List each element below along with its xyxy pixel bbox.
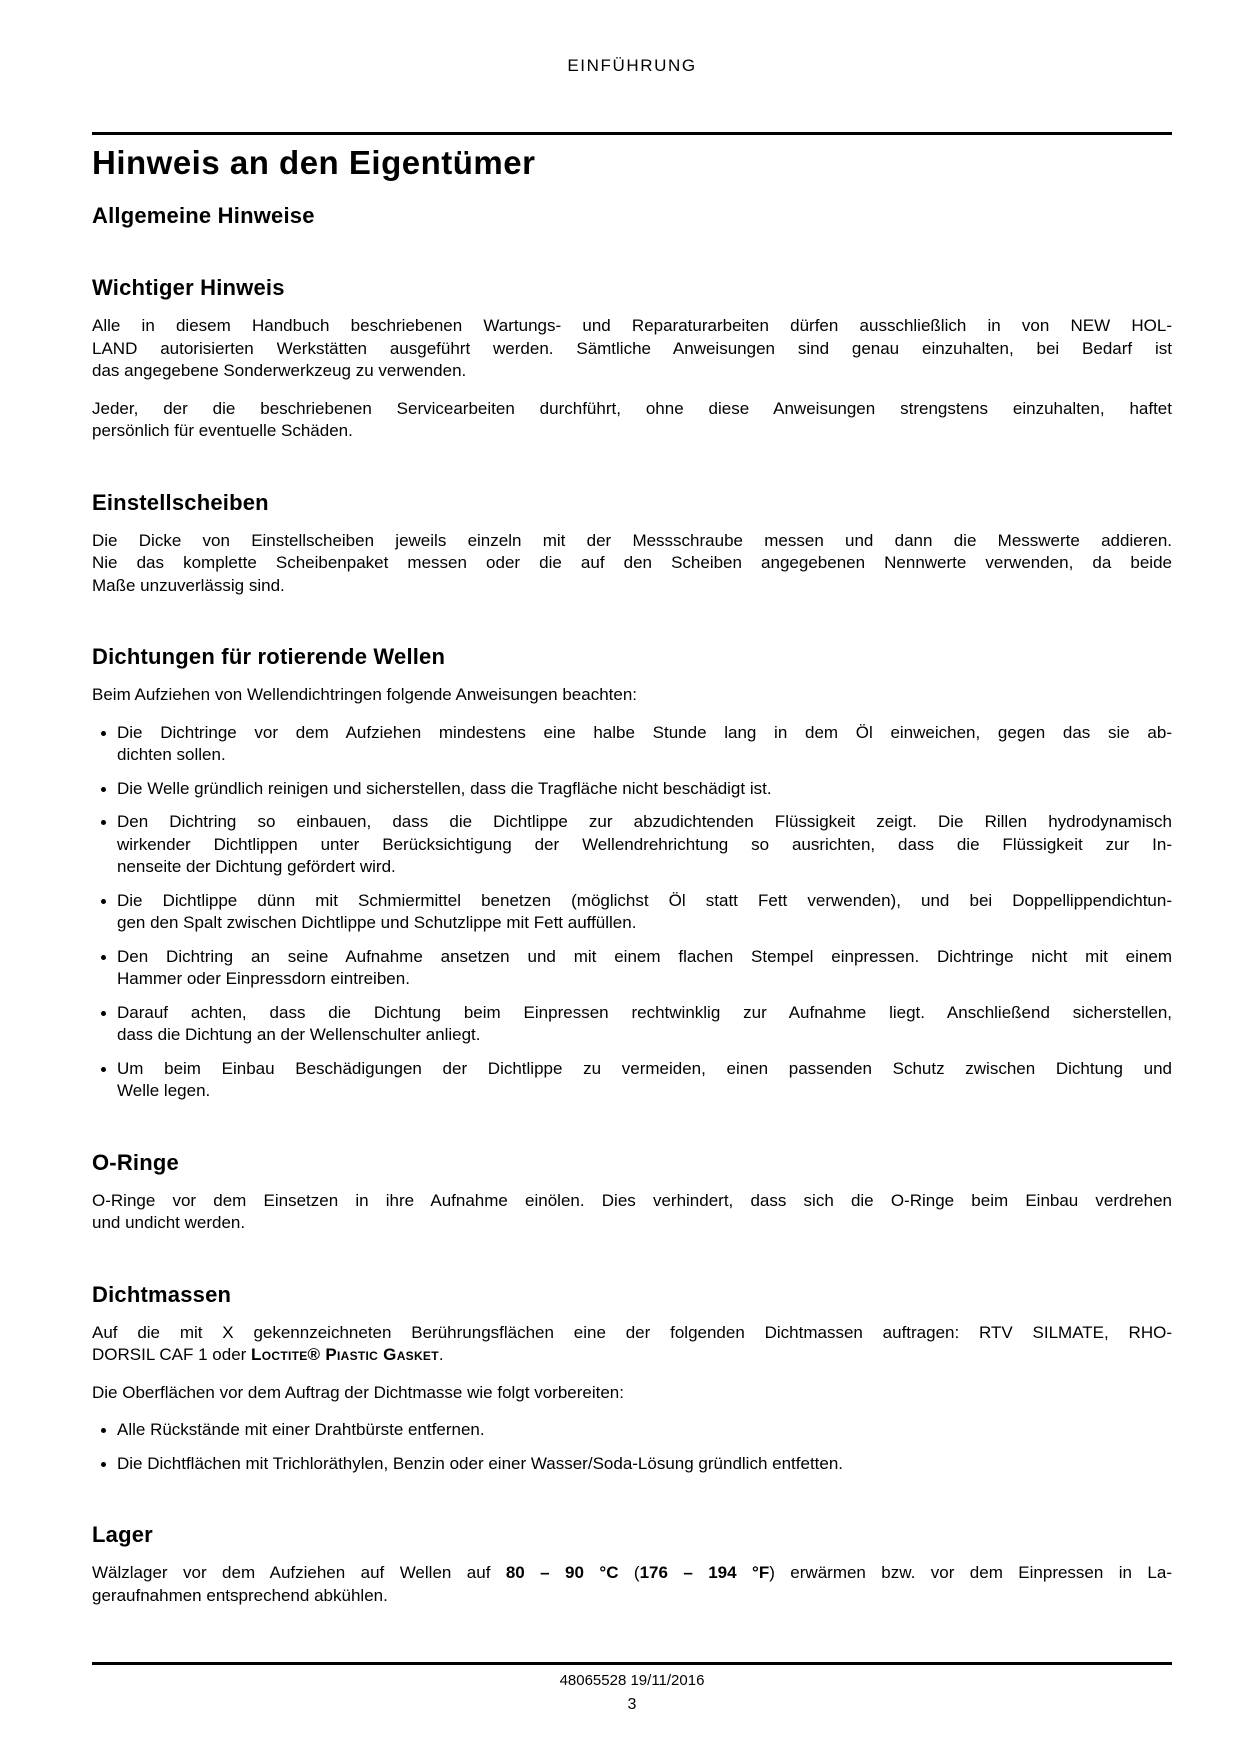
text-line — [92, 315, 1172, 338]
text-line — [92, 420, 1172, 443]
list-item — [92, 1002, 1172, 1047]
page-number: 3 — [627, 1696, 637, 1713]
text-segment: O-Ringe vor dem Einsetzen in ihre Aufnahme einölen. Dies verhindert, dass sich die O-Ringe beim Einbau verdrehen — [92, 1190, 1172, 1210]
text-segment: geraufnahmen entsprechend abkühlen. — [92, 1585, 388, 1605]
text-segment: Welle legen. — [117, 1081, 211, 1100]
text-line — [117, 1419, 1172, 1442]
text-segment: Um beim Einbau Beschädigungen der Dichtlippe zu vermeiden, einen passenden Schutz zwischen Dichtung und — [117, 1058, 1172, 1078]
bullet-list — [92, 1419, 1172, 1475]
emphasized-text: Loctite® Piastic Gasket — [251, 1345, 439, 1364]
list-item-text — [117, 890, 1172, 935]
bullet-icon — [101, 955, 106, 960]
text-line — [117, 1024, 1172, 1047]
list-item — [92, 778, 1172, 801]
text-line — [117, 912, 1172, 935]
bullet-icon — [101, 1462, 106, 1467]
text-line — [92, 684, 1172, 707]
text-line — [117, 1080, 1172, 1103]
paragraph — [92, 684, 1172, 707]
list-item-text — [117, 1058, 1172, 1103]
text-segment: das angegebene Sonderwerkzeug zu verwenden. — [92, 361, 467, 380]
paragraph — [92, 315, 1172, 383]
text-line — [92, 1322, 1172, 1345]
text-segment: ) erwärmen bzw. vor dem Einpressen in La- — [769, 1563, 1172, 1582]
text-segment: Alle in diesem Handbuch beschriebenen Wartungs- und Reparaturarbeiten dürfen ausschließlich in von NEW HOL- — [92, 316, 1172, 335]
paragraph — [92, 1562, 1172, 1607]
paragraph — [92, 1322, 1172, 1367]
list-item-text — [117, 1453, 1172, 1476]
paragraph — [92, 530, 1172, 598]
section-heading-o-ringe: O-Ringe — [92, 1149, 179, 1175]
text-segment: Die Dichtlippe dünn mit Schmiermittel benetzen (möglichst Öl statt Fett verwenden), und bei Doppellippendichtun- — [117, 890, 1172, 910]
header-divider — [92, 132, 1172, 135]
list-item-text — [117, 1419, 1172, 1442]
text-segment: Jeder, der die beschriebenen Servicearbeiten durchführt, ohne diese Anweisungen strengstens einzuhalten, haftet — [92, 398, 1172, 418]
text-line — [92, 1585, 1172, 1608]
list-item-text — [117, 1002, 1172, 1047]
section-heading-allgemeine-hinweise: Allgemeine Hinweise — [92, 203, 315, 228]
emphasized-text: 176 – 194 °F — [639, 1563, 770, 1582]
bullet-icon — [101, 1067, 106, 1072]
text-segment: dichten sollen. — [117, 745, 226, 764]
text-segment: DORSIL CAF 1 oder — [92, 1345, 252, 1364]
text-segment: Alle Rückstände mit einer Drahtbürste entfernen. — [117, 1420, 485, 1439]
paragraph — [92, 1382, 1172, 1405]
text-line — [92, 338, 1172, 361]
text-line — [117, 890, 1172, 913]
text-segment: Nie das komplette Scheibenpaket messen oder die auf den Scheiben angegebenen Nennwerte verwenden, da beide — [92, 553, 1172, 572]
text-segment: Maße unzuverlässig sind. — [92, 575, 285, 595]
list-item-text — [117, 946, 1172, 991]
text-line — [117, 811, 1172, 834]
bullet-list — [92, 722, 1172, 1103]
list-item-text — [117, 722, 1172, 767]
text-segment: und undicht werden. — [92, 1213, 246, 1232]
text-line — [92, 1562, 1172, 1585]
text-segment: Die Dicke von Einstellscheiben jeweils einzeln mit der Messschraube messen und dann die Messwerte addieren. — [92, 530, 1172, 550]
paragraph — [92, 1190, 1172, 1235]
text-line — [117, 946, 1172, 969]
bullet-icon — [101, 787, 106, 792]
text-line — [92, 1212, 1172, 1235]
list-item — [92, 811, 1172, 879]
text-line — [92, 1344, 1172, 1367]
text-line — [92, 398, 1172, 421]
text-line — [117, 968, 1172, 991]
text-segment: Den Dichtring so einbauen, dass die Dichtlippe zur abzudichtenden Flüssigkeit zeigt. Die Rillen hydrodynamisch — [117, 812, 1172, 831]
list-item — [92, 1419, 1172, 1442]
text-segment: ( — [618, 1563, 640, 1582]
text-segment: Auf die mit X gekennzeichneten Berührungsflächen eine der folgenden Dichtmassen auftragen: RTV SILMATE, RHO- — [92, 1322, 1172, 1342]
section-heading-einstellscheiben: Einstellscheiben — [92, 489, 269, 515]
text-line — [117, 1002, 1172, 1025]
text-line — [117, 856, 1172, 879]
text-segment: Die Oberflächen vor dem Auftrag der Dichtmasse wie folgt vorbereiten: — [92, 1382, 624, 1402]
text-segment: Darauf achten, dass die Dichtung beim Einpressen rechtwinklig zur Aufnahme liegt. Anschließend sicherstellen, — [117, 1002, 1172, 1022]
text-segment: Die Dichtringe vor dem Aufziehen mindestens eine halbe Stunde lang in dem Öl einweichen, gegen das sie ab- — [117, 722, 1172, 742]
document-reference: 48065528 19/11/2016 — [559, 1672, 705, 1689]
list-item — [92, 890, 1172, 935]
text-segment: Die Welle gründlich reinigen und sicherstellen, dass die Tragfläche nicht beschädigt ist. — [117, 778, 772, 798]
text-line — [92, 360, 1172, 383]
text-segment: gen den Spalt zwischen Dichtlippe und Schutzlippe mit Fett auffüllen. — [117, 913, 637, 932]
emphasized-text: 80 – 90 °C — [505, 1563, 619, 1582]
section-heading-wichtiger-hinweis: Wichtiger Hinweis — [92, 275, 285, 300]
text-segment: LAND autorisierten Werkstätten ausgeführt werden. Sämtliche Anweisungen sind genau einzuhalten, bei Bedarf ist — [92, 338, 1172, 358]
list-item — [92, 1453, 1172, 1476]
bullet-icon — [101, 1428, 106, 1433]
text-line — [92, 575, 1172, 598]
text-segment: nenseite der Dichtung gefördert wird. — [117, 857, 396, 876]
text-line — [117, 744, 1172, 767]
text-line — [92, 552, 1172, 575]
text-line — [92, 530, 1172, 553]
page-footer — [92, 1662, 1172, 1714]
text-segment: dass die Dichtung an der Wellenschulter anliegt. — [117, 1025, 481, 1044]
bullet-icon — [101, 899, 106, 904]
text-segment: Beim Aufziehen von Wellendichtringen folgende Anweisungen beachten: — [92, 685, 638, 704]
text-segment: Hammer oder Einpressdorn eintreiben. — [117, 969, 410, 988]
text-line — [117, 778, 1172, 801]
list-item — [92, 1058, 1172, 1103]
running-header: EINFÜHRUNG — [567, 56, 697, 75]
text-line — [117, 1058, 1172, 1081]
text-line — [92, 1382, 1172, 1405]
text-segment: . — [438, 1345, 444, 1364]
list-item-text — [117, 778, 1172, 801]
section-heading-dichtmassen: Dichtmassen — [92, 1281, 232, 1307]
bullet-icon — [101, 820, 106, 825]
section-heading-dichtungen: Dichtungen für rotierende Wellen — [92, 644, 446, 669]
text-line — [92, 1190, 1172, 1213]
page-title: Hinweis an den Eigentümer — [92, 144, 536, 181]
section-heading-lager: Lager — [92, 1522, 153, 1547]
list-item — [92, 946, 1172, 991]
list-item-text — [117, 811, 1172, 879]
bullet-icon — [101, 1011, 106, 1016]
text-segment: Die Dichtflächen mit Trichloräthylen, Benzin oder einer Wasser/Soda-Lösung gründlich entfetten. — [117, 1453, 844, 1473]
text-segment: Den Dichtring an seine Aufnahme ansetzen und mit einem flachen Stempel einpressen. Dichtringe nicht mit einem — [117, 946, 1172, 966]
text-segment: persönlich für eventuelle Schäden. — [92, 421, 353, 440]
bullet-icon — [101, 731, 106, 736]
list-item — [92, 722, 1172, 767]
paragraph — [92, 398, 1172, 443]
text-line — [117, 1453, 1172, 1476]
footer-divider — [92, 1662, 1172, 1665]
text-line — [117, 722, 1172, 745]
text-segment: wirkender Dichtlippen unter Berücksichtigung der Wellendrehrichtung so ausrichten, dass die Flüssigkeit zur In- — [117, 834, 1172, 854]
text-line — [117, 834, 1172, 857]
text-segment: Wälzlager vor dem Aufziehen auf Wellen auf — [92, 1563, 506, 1582]
